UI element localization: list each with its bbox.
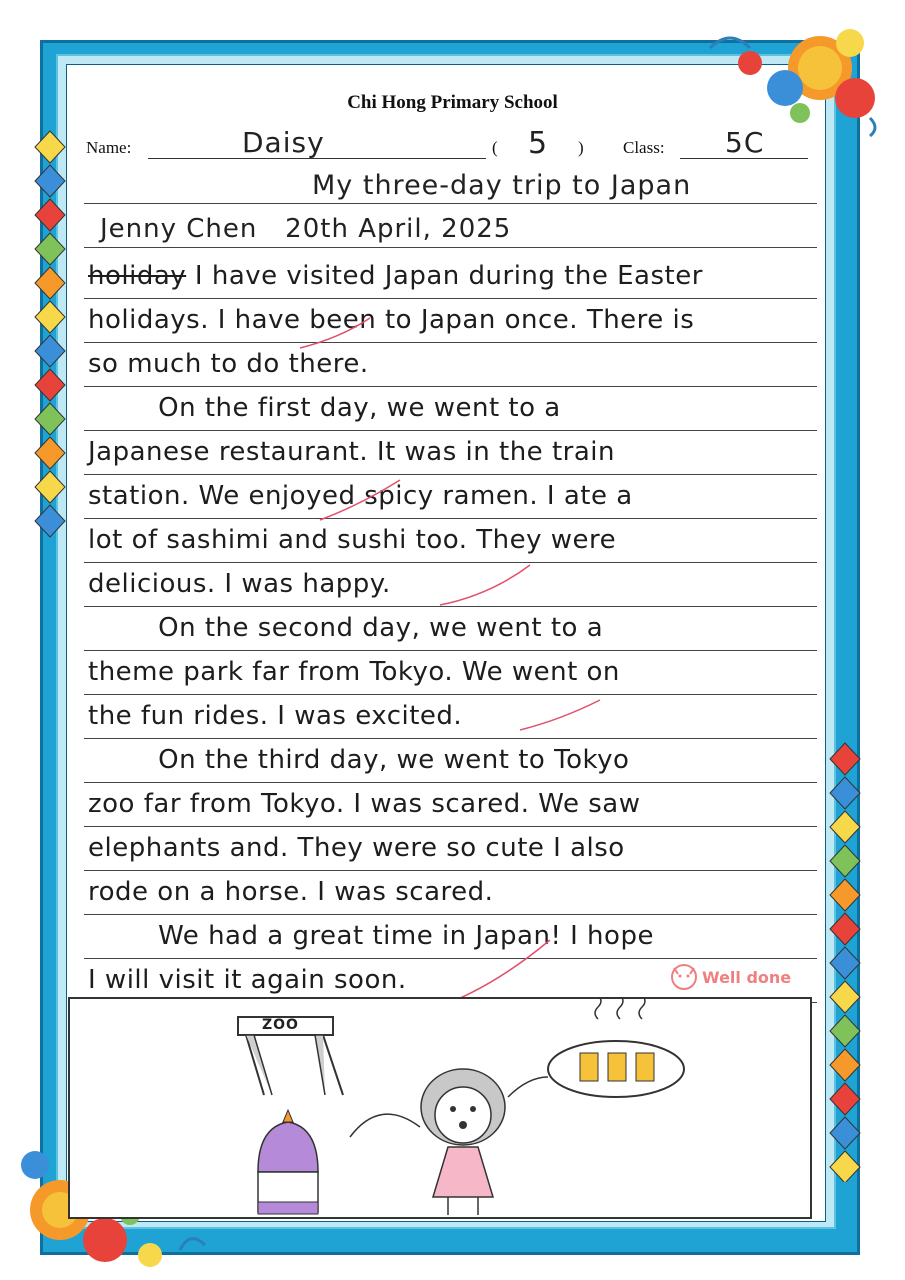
essay-line bbox=[88, 390, 818, 426]
essay-line-text: delicious. I was happy. bbox=[88, 569, 391, 599]
ruled-line bbox=[84, 914, 817, 915]
essay-line bbox=[88, 654, 818, 690]
diamond-strip-left bbox=[33, 130, 67, 570]
diamond-decoration bbox=[830, 1151, 860, 1182]
diamond-decoration bbox=[830, 845, 860, 877]
ruled-line bbox=[84, 518, 817, 519]
number-open-paren: ( bbox=[492, 138, 498, 157]
ruled-line bbox=[84, 247, 817, 248]
author-date: Jenny Chen 20th April, 2025 bbox=[100, 214, 512, 244]
diamond-decoration bbox=[35, 505, 65, 537]
essay-line bbox=[88, 830, 818, 866]
ruled-line bbox=[84, 474, 817, 475]
class-label: Class: bbox=[623, 138, 665, 157]
name-label: Name: bbox=[86, 138, 132, 157]
zoo-sign-label: ZOO bbox=[262, 1017, 299, 1033]
essay-line bbox=[88, 874, 818, 910]
essay-line bbox=[88, 478, 818, 514]
well-done-stamp: Well done bbox=[702, 968, 792, 987]
ruled-line bbox=[84, 958, 817, 959]
essay-line-text: so much to do there. bbox=[88, 349, 369, 379]
diamond-decoration bbox=[35, 199, 65, 231]
essay-line bbox=[88, 346, 818, 382]
essay-line bbox=[88, 610, 818, 646]
name-value: Daisy bbox=[242, 126, 325, 159]
essay-line bbox=[88, 434, 818, 470]
ruled-line bbox=[84, 562, 817, 563]
diamond-decoration bbox=[830, 1117, 860, 1149]
essay-line bbox=[88, 566, 818, 602]
essay-line-text: Japanese restaurant. It was in the train bbox=[88, 437, 615, 467]
essay-line-text: We had a great time in Japan! I hope bbox=[88, 921, 654, 951]
essay-line-text: the fun rides. I was excited. bbox=[88, 701, 463, 731]
diamond-decoration bbox=[35, 437, 65, 469]
cat-stamp-icon bbox=[668, 960, 700, 992]
number-close-paren: ) bbox=[578, 138, 584, 157]
diamond-strip-right bbox=[828, 742, 862, 1182]
essay-line bbox=[88, 258, 818, 294]
diamond-decoration bbox=[830, 981, 860, 1013]
diamond-decoration bbox=[35, 267, 65, 299]
ruled-line bbox=[84, 430, 817, 431]
carousel-icon bbox=[258, 1110, 318, 1214]
ruled-line bbox=[84, 606, 817, 607]
diamond-decoration bbox=[35, 335, 65, 367]
essay-line-text: I will visit it again soon. bbox=[88, 965, 407, 995]
essay-line-text: lot of sashimi and sushi too. They were bbox=[88, 525, 617, 555]
essay-line-text: On the third day, we went to Tokyo bbox=[88, 745, 630, 775]
essay-line-text: zoo far from Tokyo. I was scared. We saw bbox=[88, 789, 641, 819]
diamond-decoration bbox=[35, 165, 65, 197]
diamond-decoration bbox=[35, 131, 65, 163]
diamond-decoration bbox=[35, 471, 65, 503]
crossed-out-word: holiday bbox=[88, 261, 187, 291]
essay-line-text: holidays. I have been to Japan once. There is bbox=[88, 305, 695, 335]
diamond-decoration bbox=[830, 1015, 860, 1047]
essay-line-text: On the first day, we went to a bbox=[88, 393, 561, 423]
ruled-line bbox=[84, 342, 817, 343]
ruled-line bbox=[84, 782, 817, 783]
diamond-decoration bbox=[830, 743, 860, 775]
essay-line bbox=[88, 918, 818, 954]
ruled-line bbox=[84, 826, 817, 827]
essay-line bbox=[88, 742, 818, 778]
sushi-plate-icon bbox=[548, 997, 684, 1097]
essay-line-text: elephants and. They were so cute I also bbox=[88, 833, 625, 863]
diamond-decoration bbox=[830, 1083, 860, 1115]
essay-line-text: I have visited Japan during the Easter bbox=[186, 261, 703, 291]
diamond-decoration bbox=[35, 233, 65, 265]
diamond-decoration bbox=[830, 777, 860, 809]
essay-line bbox=[88, 302, 818, 338]
essay-line bbox=[88, 522, 818, 558]
child-drawing bbox=[68, 997, 812, 1219]
diamond-decoration bbox=[35, 301, 65, 333]
ruled-line bbox=[84, 298, 817, 299]
essay-line-text: theme park far from Tokyo. We went on bbox=[88, 657, 620, 687]
student-number-value: 5 bbox=[528, 126, 549, 161]
diamond-decoration bbox=[830, 879, 860, 911]
diamond-decoration bbox=[830, 947, 860, 979]
class-value: 5C bbox=[725, 126, 765, 159]
diamond-decoration bbox=[830, 811, 860, 843]
diamond-decoration bbox=[35, 369, 65, 401]
essay-line bbox=[88, 698, 818, 734]
girl-figure-icon bbox=[350, 1069, 548, 1215]
essay-line-text: rode on a horse. I was scared. bbox=[88, 877, 494, 907]
essay-line-text: station. We enjoyed spicy ramen. I ate a bbox=[88, 481, 633, 511]
ruled-line bbox=[84, 650, 817, 651]
essay-line bbox=[88, 786, 818, 822]
swirl-decoration-top-right bbox=[690, 18, 890, 138]
ruled-line bbox=[84, 738, 817, 739]
ruled-line bbox=[84, 870, 817, 871]
diamond-decoration bbox=[830, 1049, 860, 1081]
school-name: Chi Hong Primary School bbox=[347, 92, 558, 113]
essay-title: My three-day trip to Japan bbox=[312, 170, 692, 201]
ruled-line bbox=[84, 203, 817, 204]
ruled-line bbox=[84, 386, 817, 387]
ruled-line bbox=[84, 694, 817, 695]
diamond-decoration bbox=[830, 913, 860, 945]
essay-line-text: On the second day, we went to a bbox=[88, 613, 604, 643]
diamond-decoration bbox=[35, 403, 65, 435]
